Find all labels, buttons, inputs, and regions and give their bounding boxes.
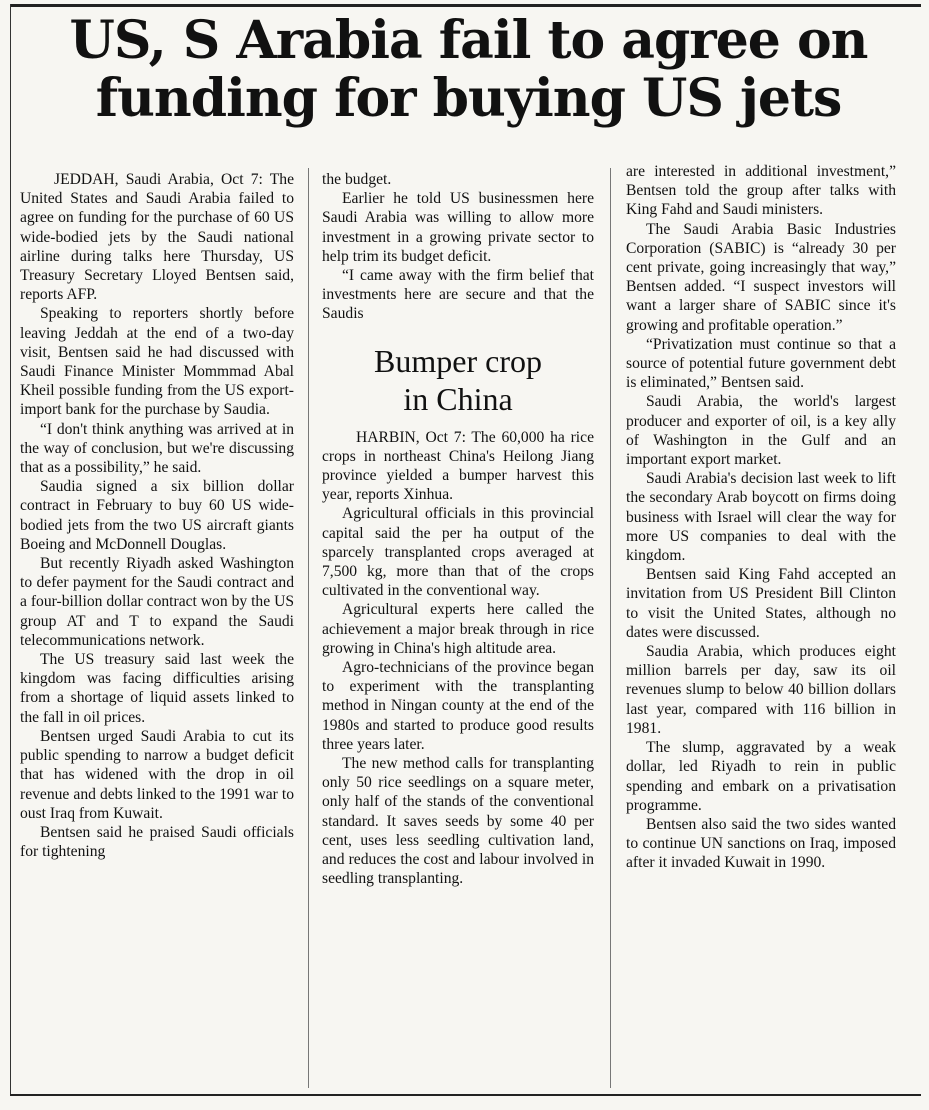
article-paragraph: Bentsen said King Fahd accepted an invitation from US President Bill Clinton to visit the United States, although no dates were discussed. bbox=[626, 566, 896, 641]
article-paragraph: Agricultural experts here called the achievement a major break through in rice growing in China's high altitude area. bbox=[322, 601, 594, 657]
article-paragraph: But recently Riyadh asked Washington to defer payment for the Saudi contract and a four-billion dollar contract won by the US group AT and T to expand the Saudi telecommunications network. bbox=[20, 555, 294, 649]
article-paragraph: “Privatization must continue so that a source of potential future government debt is eliminated,” Bentsen said. bbox=[626, 335, 896, 392]
article-paragraph: the budget. bbox=[322, 171, 392, 188]
article-paragraph: Earlier he told US businessmen here Saudi Arabia was willing to allow more investment in a growing private sector to help trim its budget deficit. bbox=[322, 190, 594, 265]
article-paragraph: Saudi Arabia, the world's largest producer and exporter of oil, is a key ally of Washington in the Gulf and an important export market. bbox=[626, 393, 896, 469]
article-paragraph: “I came away with the firm belief that investments here are secure and that the Saudis bbox=[322, 267, 594, 323]
article-paragraph: Saudia signed a six billion dollar contract in February to buy 60 US wide-bodied jets from the two US aircraft giants Boeing and McDonnell Douglas. bbox=[20, 478, 294, 553]
article-paragraph: The US treasury said last week the kingdom was facing difficulties arising from a shortage of liquid assets linked to the fall in oil prices. bbox=[20, 651, 294, 726]
article-paragraph: JEDDAH, Saudi Arabia, Oct 7: The United States and Saudi Arabia failed to agree on funding for the purchase of 60 US wide-bodied jets by the Saudi national airline during talks here Thursday, US Treasury Secretary Lloyed Bentsen said, reports AFP. bbox=[20, 171, 294, 304]
column-divider bbox=[308, 168, 309, 1088]
headline: US, S Arabia fail to agree on funding for buying US jets bbox=[69, 10, 868, 129]
article-column-3 bbox=[626, 162, 896, 873]
article-paragraph: The slump, aggravated by a weak dollar, led Riyadh to rein in public spending and embark on a privatisation programme. bbox=[626, 739, 896, 814]
article-paragraph: The new method calls for transplanting only 50 rice seedlings on a square meter, only half of the stands of the conventional standard. It saves seeds by some 40 per cent, uses less seedling cultivation land, and reduces the cost and labour involved in seedling transplanting. bbox=[322, 755, 594, 888]
article-paragraph: Agricultural officials in this provincial capital said the per ha output of the sparcely transplanted crops averaged at 7,500 kg, more than that of the crops cultivated in the conventional way. bbox=[322, 505, 594, 600]
left-rule bbox=[10, 4, 11, 1096]
article-paragraph: HARBIN, Oct 7: The 60,000 ha rice crops in northeast China's Heilong Jiang province yielded a bumper harvest this year, reports Xinhua. bbox=[322, 428, 594, 504]
article-paragraph: are interested in additional investment,” Bentsen told the group after talks with King Fahd and Saudi ministers. bbox=[626, 163, 896, 219]
article-paragraph: Saudi Arabia's decision last week to lift the secondary Arab boycott on firms doing business with Israel will clear the way for more US companies to deal with the kingdom. bbox=[626, 470, 896, 565]
article-paragraph: Bentsen urged Saudi Arabia to cut its public spending to narrow a budget deficit that has widened with the drop in oil revenue and debts linked to the 1991 war to oust Iraq from Kuwait. bbox=[20, 727, 294, 822]
sub-headline-line: in China bbox=[403, 380, 513, 417]
article-column-1 bbox=[20, 170, 294, 861]
article-paragraph: Agro-technicians of the province began to experiment with the transplanting method in Ningan county at the end of the 1980s and started to produce good results three years later. bbox=[322, 659, 594, 753]
article-paragraph: Saudia Arabia, which produces eight million barrels per day, saw its oil revenues slump to below 40 billion dollars last year, compared with 116 billion in 1981. bbox=[626, 643, 896, 737]
bottom-rule bbox=[10, 1094, 921, 1096]
article-paragraph: “I don't think anything was arrived at in the way of conclusion, but we're discussing that as a possibility,” he said. bbox=[20, 420, 294, 477]
sub-headline bbox=[322, 342, 594, 418]
sub-headline-line: Bumper crop bbox=[374, 342, 542, 379]
article-column-2 bbox=[322, 170, 594, 889]
article-paragraph: Bentsen also said the two sides wanted to continue UN sanctions on Iraq, imposed after it invaded Kuwait in 1990. bbox=[626, 815, 896, 872]
article-paragraph: Speaking to reporters shortly before leaving Jeddah at the end of a two-day visit, Bentsen said he had discussed with Saudi Finance Minister Mommmad Abal Kheil possible funding from the US export-import bank for the purchase by Saudia. bbox=[20, 305, 294, 419]
article-paragraph: The Saudi Arabia Basic Industries Corporation (SABIC) is “already 30 per cent private, going increasingly that way,” Bentsen added. “I suspect investors will want a larger share of SABIC since it's growing and profitable operation.” bbox=[626, 220, 896, 334]
column-divider bbox=[610, 168, 611, 1088]
top-rule bbox=[10, 4, 921, 7]
article-paragraph: Bentsen said he praised Saudi officials for tightening bbox=[20, 823, 294, 861]
